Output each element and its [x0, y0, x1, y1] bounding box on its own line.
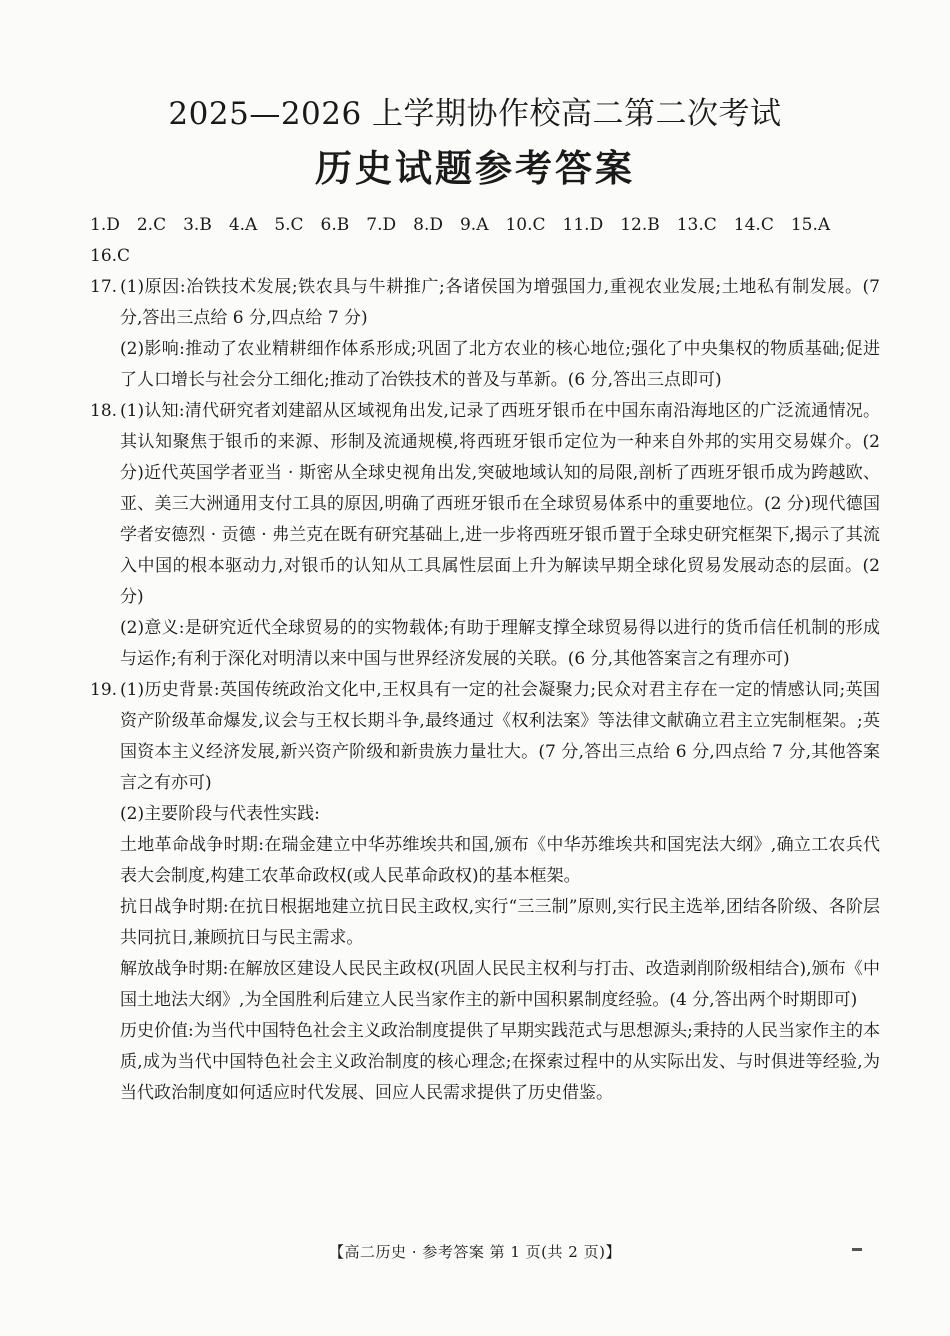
- exam-title: 2025—2026 上学期协作校高二第二次考试: [168, 96, 782, 132]
- answer-paragraph: (2)主要阶段与代表性实践:: [120, 804, 320, 824]
- answer-paragraph: 历史价值:为当代中国特色社会主义政治制度提供了早期实践范式与思想源头;秉持的人民当家作主的本质,成为当代中国特色社会主义政治制度的核心理念;在探索过程中的从实际出发、与时俱进等经验,为当代政治制度如何适应时代发展、回应人民需求提供了历史借鉴。: [120, 1021, 880, 1103]
- corner-mark: [852, 1248, 862, 1251]
- document-title: 历史试题参考答案: [315, 146, 635, 190]
- answer-paragraph: (1)认知:清代研究者刘建韶从区域视角出发,记录了西班牙银币在中国东南沿海地区的广泛流通情况。其认知聚焦于银币的来源、形制及流通规模,将西班牙银币定位为一种来自外邦的实用交易媒介。(2 分)近代英国学者亚当 · 斯密从全球史视角出发,突破地域认知的局限,剖析了西班牙银币成为跨越欧、亚、美三大洲通用支付工具的原因,明确了西班牙银币在全球贸易体系中的重要地位。(2 分)现代德国学者安德烈 · 贡德 · 弗兰克在既有研究基础上,进一步将西班牙银币置于全球史研究框架下,揭示了其流入中国的根本驱动力,对银币的认知从工具属性层面上升为解读早期全球化贸易发展动态的层面。(2 分): [120, 401, 880, 607]
- answer-paragraph: 抗日战争时期:在抗日根据地建立抗日民主政权,实行“三三制”原则,实行民主选举,团结各阶级、各阶层共同抗日,兼顾抗日与民主需求。: [120, 897, 880, 948]
- mc-answer: 14.C: [733, 215, 774, 235]
- mc-answer: 12.B: [620, 215, 660, 235]
- mc-answer: 2.C: [136, 215, 167, 235]
- mc-answer: 7.D: [366, 215, 397, 235]
- mc-answer: 5.C: [274, 215, 304, 235]
- mc-answer: 11.D: [562, 215, 604, 235]
- mc-answer: 1.D: [90, 215, 120, 235]
- mc-answer: 15.A: [790, 215, 831, 235]
- question-18: [90, 396, 880, 675]
- multiple-choice-answers: [90, 210, 870, 272]
- answer-paragraph: 土地革命战争时期:在瑞金建立中华苏维埃共和国,颁布《中华苏维埃共和国宪法大纲》,确立工农兵代表大会制度,构建工农革命政权(或人民革命政权)的基本框架。: [120, 835, 880, 886]
- mc-answer: 13.C: [676, 215, 717, 235]
- question-number: 18.: [90, 401, 118, 421]
- mc-answer: 9.A: [459, 215, 489, 235]
- mc-answer: 4.A: [228, 215, 258, 235]
- question-number: 19.: [90, 680, 118, 700]
- answer-paragraph: 解放战争时期:在解放区建设人民民主政权(巩固人民民主权利与打击、改造剥削阶级相结合),颁布《中国土地法大纲》,为全国胜利后建立人民当家作主的新中国积累制度经验。(4 分,答出两个时期即可): [120, 959, 880, 1010]
- question-17: [90, 272, 880, 396]
- answer-paragraph: (1)原因:冶铁技术发展;铁农具与牛耕推广;各诸侯国为增强国力,重视农业发展;土地私有制发展。(7 分,答出三点给 6 分,四点给 7 分): [120, 277, 880, 328]
- question-19: [90, 675, 880, 1109]
- mc-answer: 6.B: [320, 215, 350, 235]
- answer-paragraph: (2)意义:是研究近代全球贸易的的实物载体;有助于理解支撑全球贸易得以进行的货币信任机制的形成与运作;有利于深化对明清以来中国与世界经济发展的关联。(6 分,其他答案言之有理亦可): [120, 618, 880, 669]
- mc-answer: 8.D: [413, 215, 443, 235]
- question-number: 17.: [90, 277, 118, 297]
- answer-paragraph: (2)影响:推动了农业精耕细作体系形成;巩固了北方农业的核心地位;强化了中央集权的物质基础;促进了人口增长与社会分工细化;推动了冶铁技术的普及与革新。(6 分,答出三点即可): [120, 339, 880, 390]
- mc-answer: 10.C: [505, 215, 546, 235]
- answer-paragraph: (1)历史背景:英国传统政治文化中,王权具有一定的社会凝聚力;民众对君主存在一定的情感认同;英国资产阶级革命爆发,议会与王权长期斗争,最终通过《权利法案》等法律文献确立君主立宪制框架。;英国资本主义经济发展,新兴资产阶级和新贵族力量壮大。(7 分,答出三点给 6 分,四点给 7 分,其他答案言之有亦可): [120, 680, 880, 793]
- mc-answer: 16.C: [90, 246, 131, 266]
- answer-content: [90, 210, 880, 1109]
- page-footer: 【高二历史 · 参考答案 第 1 页(共 2 页)】: [329, 1243, 621, 1261]
- mc-answer: 3.B: [183, 215, 212, 235]
